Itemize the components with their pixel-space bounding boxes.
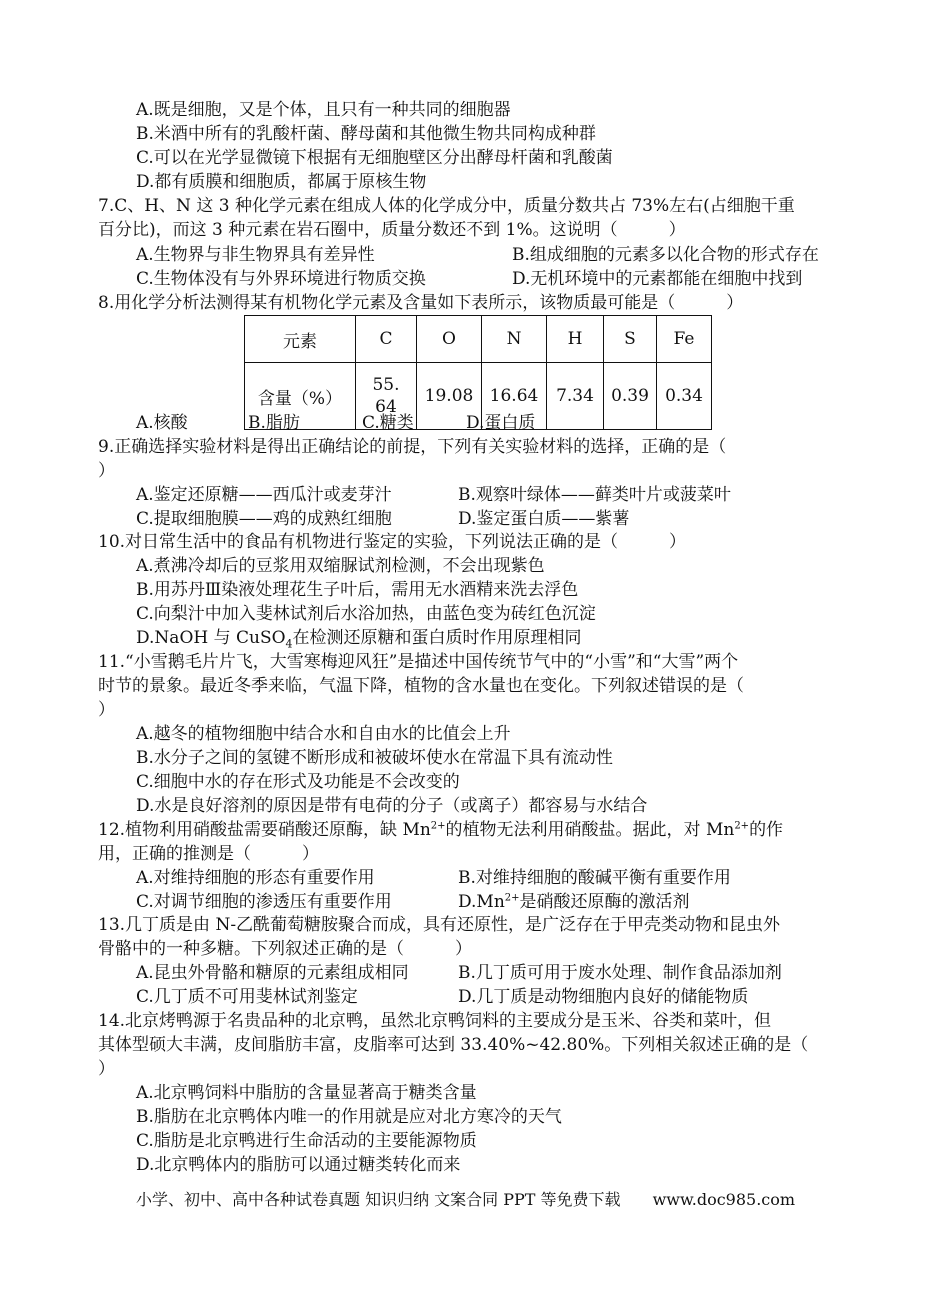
q8-stem: 8.用化学分析法测得某有机物化学元素及含量如下表所示，该物质最可能是（ ） [98, 293, 744, 313]
footer-text: 小学、初中、高中各种试卷真题 知识归纳 文案合同 PPT 等免费下载 [136, 1190, 621, 1209]
table-cell: 16.64 [482, 363, 547, 430]
q14-stem-line1: 14.北京烤鸭源于名贵品种的北京鸭，虽然北京鸭饲料的主要成分是玉米、谷类和菜叶，但 [98, 1011, 772, 1031]
q12-option-a: A.对维持细胞的形态有重要作用 [136, 868, 375, 888]
q7-option-c: C.生物体没有与外界环境进行物质交换 [136, 269, 426, 289]
q9-stem-line1: 9.正确选择实验材料是得出正确结论的前提，下列有关实验材料的选择，正确的是（ [98, 437, 727, 457]
q8-option-b: B.脂肪 [248, 413, 300, 433]
q9-stem-line2: ） [98, 461, 115, 481]
q14-option-b: B.脂肪在北京鸭体内唯一的作用就是应对北方寒冷的天气 [136, 1107, 562, 1127]
q6-option-a: A.既是细胞，又是个体，且只有一种共同的细胞器 [136, 100, 511, 120]
q14-option-a: A.北京鸭饲料中脂肪的含量显著高于糖类含量 [136, 1083, 477, 1103]
q10-option-c: C.向梨汁中加入斐林试剂后水浴加热，由蓝色变为砖红色沉淀 [136, 604, 596, 624]
q13-option-d: D.几丁质是动物细胞内良好的储能物质 [458, 987, 749, 1007]
q14-option-c: C.脂肪是北京鸭进行生命活动的主要能源物质 [136, 1131, 477, 1151]
table-cell-text: 55.64 [372, 375, 400, 417]
table-row [245, 316, 712, 363]
q11-stem-line1: 11.“小雪鹅毛片片飞，大雪寒梅迎风狂”是描述中国传统节气中的“小雪”和“大雪”两个 [98, 652, 739, 672]
page-footer [136, 1187, 795, 1210]
table-cell: H [547, 316, 604, 363]
q7-option-b: B.组成细胞的元素多以化合物的形式存在 [512, 245, 819, 265]
q7-stem-line1: 7.C、H、N 这 3 种化学元素在组成人体的化学成分中，质量分数共占 73%左右(占细胞干重 [98, 196, 795, 216]
q7-option-d: D.无机环境中的元素都能在细胞中找到 [512, 269, 803, 289]
q12-option-d [458, 890, 690, 914]
q12-option-d-text: D.Mn [458, 892, 505, 912]
q12-stem-part2: 的植物无法利用硝酸盐。据此，对 Mn [445, 820, 735, 840]
table-cell: 7.34 [547, 363, 604, 430]
q8-option-a: A.核酸 [136, 413, 188, 433]
q12-option-b: B.对维持细胞的酸碱平衡有重要作用 [458, 868, 731, 888]
q11-option-c: C.细胞中水的存在形式及功能是不会改变的 [136, 772, 460, 792]
q9-option-c: C.提取细胞膜——鸡的成熟红细胞 [136, 509, 392, 529]
q10-option-d [136, 626, 582, 650]
table-cell: S [604, 316, 657, 363]
q7-stem-line2: 百分比)，而这 3 种元素在岩石圈中，质量分数还不到 1%。这说明（ ） [98, 220, 686, 240]
q10-stem: 10.对日常生活中的食品有机物进行鉴定的实验，下列说法正确的是（ ） [98, 532, 687, 552]
q10-option-d-rest: 在检测还原糖和蛋白质时作用原理相同 [292, 628, 582, 648]
q9-option-b: B.观察叶绿体——藓类叶片或菠菜叶 [458, 485, 731, 505]
table-cell: 19.08 [417, 363, 482, 430]
footer-url[interactable]: www.doc985.com [652, 1190, 796, 1209]
q6-option-b: B.米酒中所有的乳酸杆菌、酵母菌和其他微生物共同构成种群 [136, 124, 596, 144]
q8-option-d: D.蛋白质 [466, 413, 536, 433]
ion-charge: 2+ [734, 820, 750, 832]
q14-stem-line2: 其体型硕大丰满，皮间脂肪丰富，皮脂率可达到 33.40%~42.80%。下列相关叙述正确的是（ [98, 1035, 809, 1055]
table-cell: Fe [657, 316, 712, 363]
q12-stem-part1: 12.植物利用硝酸盐需要硝酸还原酶，缺 Mn [98, 820, 431, 840]
q12-stem-part3: 的作 [749, 820, 784, 840]
table-cell: O [417, 316, 482, 363]
q11-stem-line3: ） [98, 700, 115, 720]
ion-charge: 2+ [430, 820, 446, 832]
q12-option-c: C.对调节细胞的渗透压有重要作用 [136, 892, 392, 912]
q7-option-a: A.生物界与非生物界具有差异性 [136, 245, 375, 265]
q13-stem-line1: 13.几丁质是由 N-乙酰葡萄糖胺聚合而成，具有还原性，是广泛存在于甲壳类动物和昆虫外 [98, 915, 781, 935]
q11-stem-line2: 时节的景象。最近冬季来临，气温下降，植物的含水量也在变化。下列叙述错误的是（ [98, 676, 744, 696]
q6-option-d: D.都有质膜和细胞质，都属于原核生物 [136, 172, 427, 192]
ion-charge: 2+ [504, 892, 520, 904]
table-cell: 0.39 [604, 363, 657, 430]
q14-stem-line3: ） [98, 1059, 115, 1079]
q12-stem-line2: 用，正确的推测是（ ） [98, 844, 319, 864]
q8-option-c: C.糖类 [362, 413, 414, 433]
table-cell: C [356, 316, 417, 363]
q10-option-b: B.用苏丹Ⅲ染液处理花生子叶后，需用无水酒精来洗去浮色 [136, 580, 579, 600]
q12-option-d-rest: 是硝酸还原酶的激活剂 [519, 892, 690, 912]
q10-option-d-text: D.NaOH 与 CuSO [136, 628, 286, 648]
q11-option-d: D.水是良好溶剂的原因是带有电荷的分子（或离子）都容易与水结合 [136, 796, 648, 816]
q6-option-c: C.可以在光学显微镜下根据有无细胞壁区分出酵母杆菌和乳酸菌 [136, 148, 613, 168]
table-cell: 含量（%） [245, 363, 356, 430]
q11-option-a: A.越冬的植物细胞中结合水和自由水的比值会上升 [136, 724, 511, 744]
table-cell: 元素 [245, 316, 356, 363]
q10-option-a: A.煮沸冷却后的豆浆用双缩脲试剂检测，不会出现紫色 [136, 556, 545, 576]
subscript-4: 4 [285, 637, 293, 651]
q13-option-a: A.昆虫外骨骼和糖原的元素组成相同 [136, 963, 409, 983]
q9-option-d: D.鉴定蛋白质——紫薯 [458, 509, 630, 529]
q13-option-b: B.几丁质可用于废水处理、制作食品添加剂 [458, 963, 782, 983]
q11-option-b: B.水分子之间的氢键不断形成和被破坏使水在常温下具有流动性 [136, 748, 613, 768]
q12-stem-line1 [98, 818, 783, 842]
q13-option-c: C.几丁质不可用斐林试剂鉴定 [136, 987, 358, 1007]
q13-stem-line2: 骨骼中的一种多糖。下列叙述正确的是（ ） [98, 939, 472, 959]
table-cell: N [482, 316, 547, 363]
q14-option-d: D.北京鸭体内的脂肪可以通过糖类转化而来 [136, 1155, 461, 1175]
q9-option-a: A.鉴定还原糖——西瓜汁或麦芽汁 [136, 485, 392, 505]
table-cell: 0.34 [657, 363, 712, 430]
